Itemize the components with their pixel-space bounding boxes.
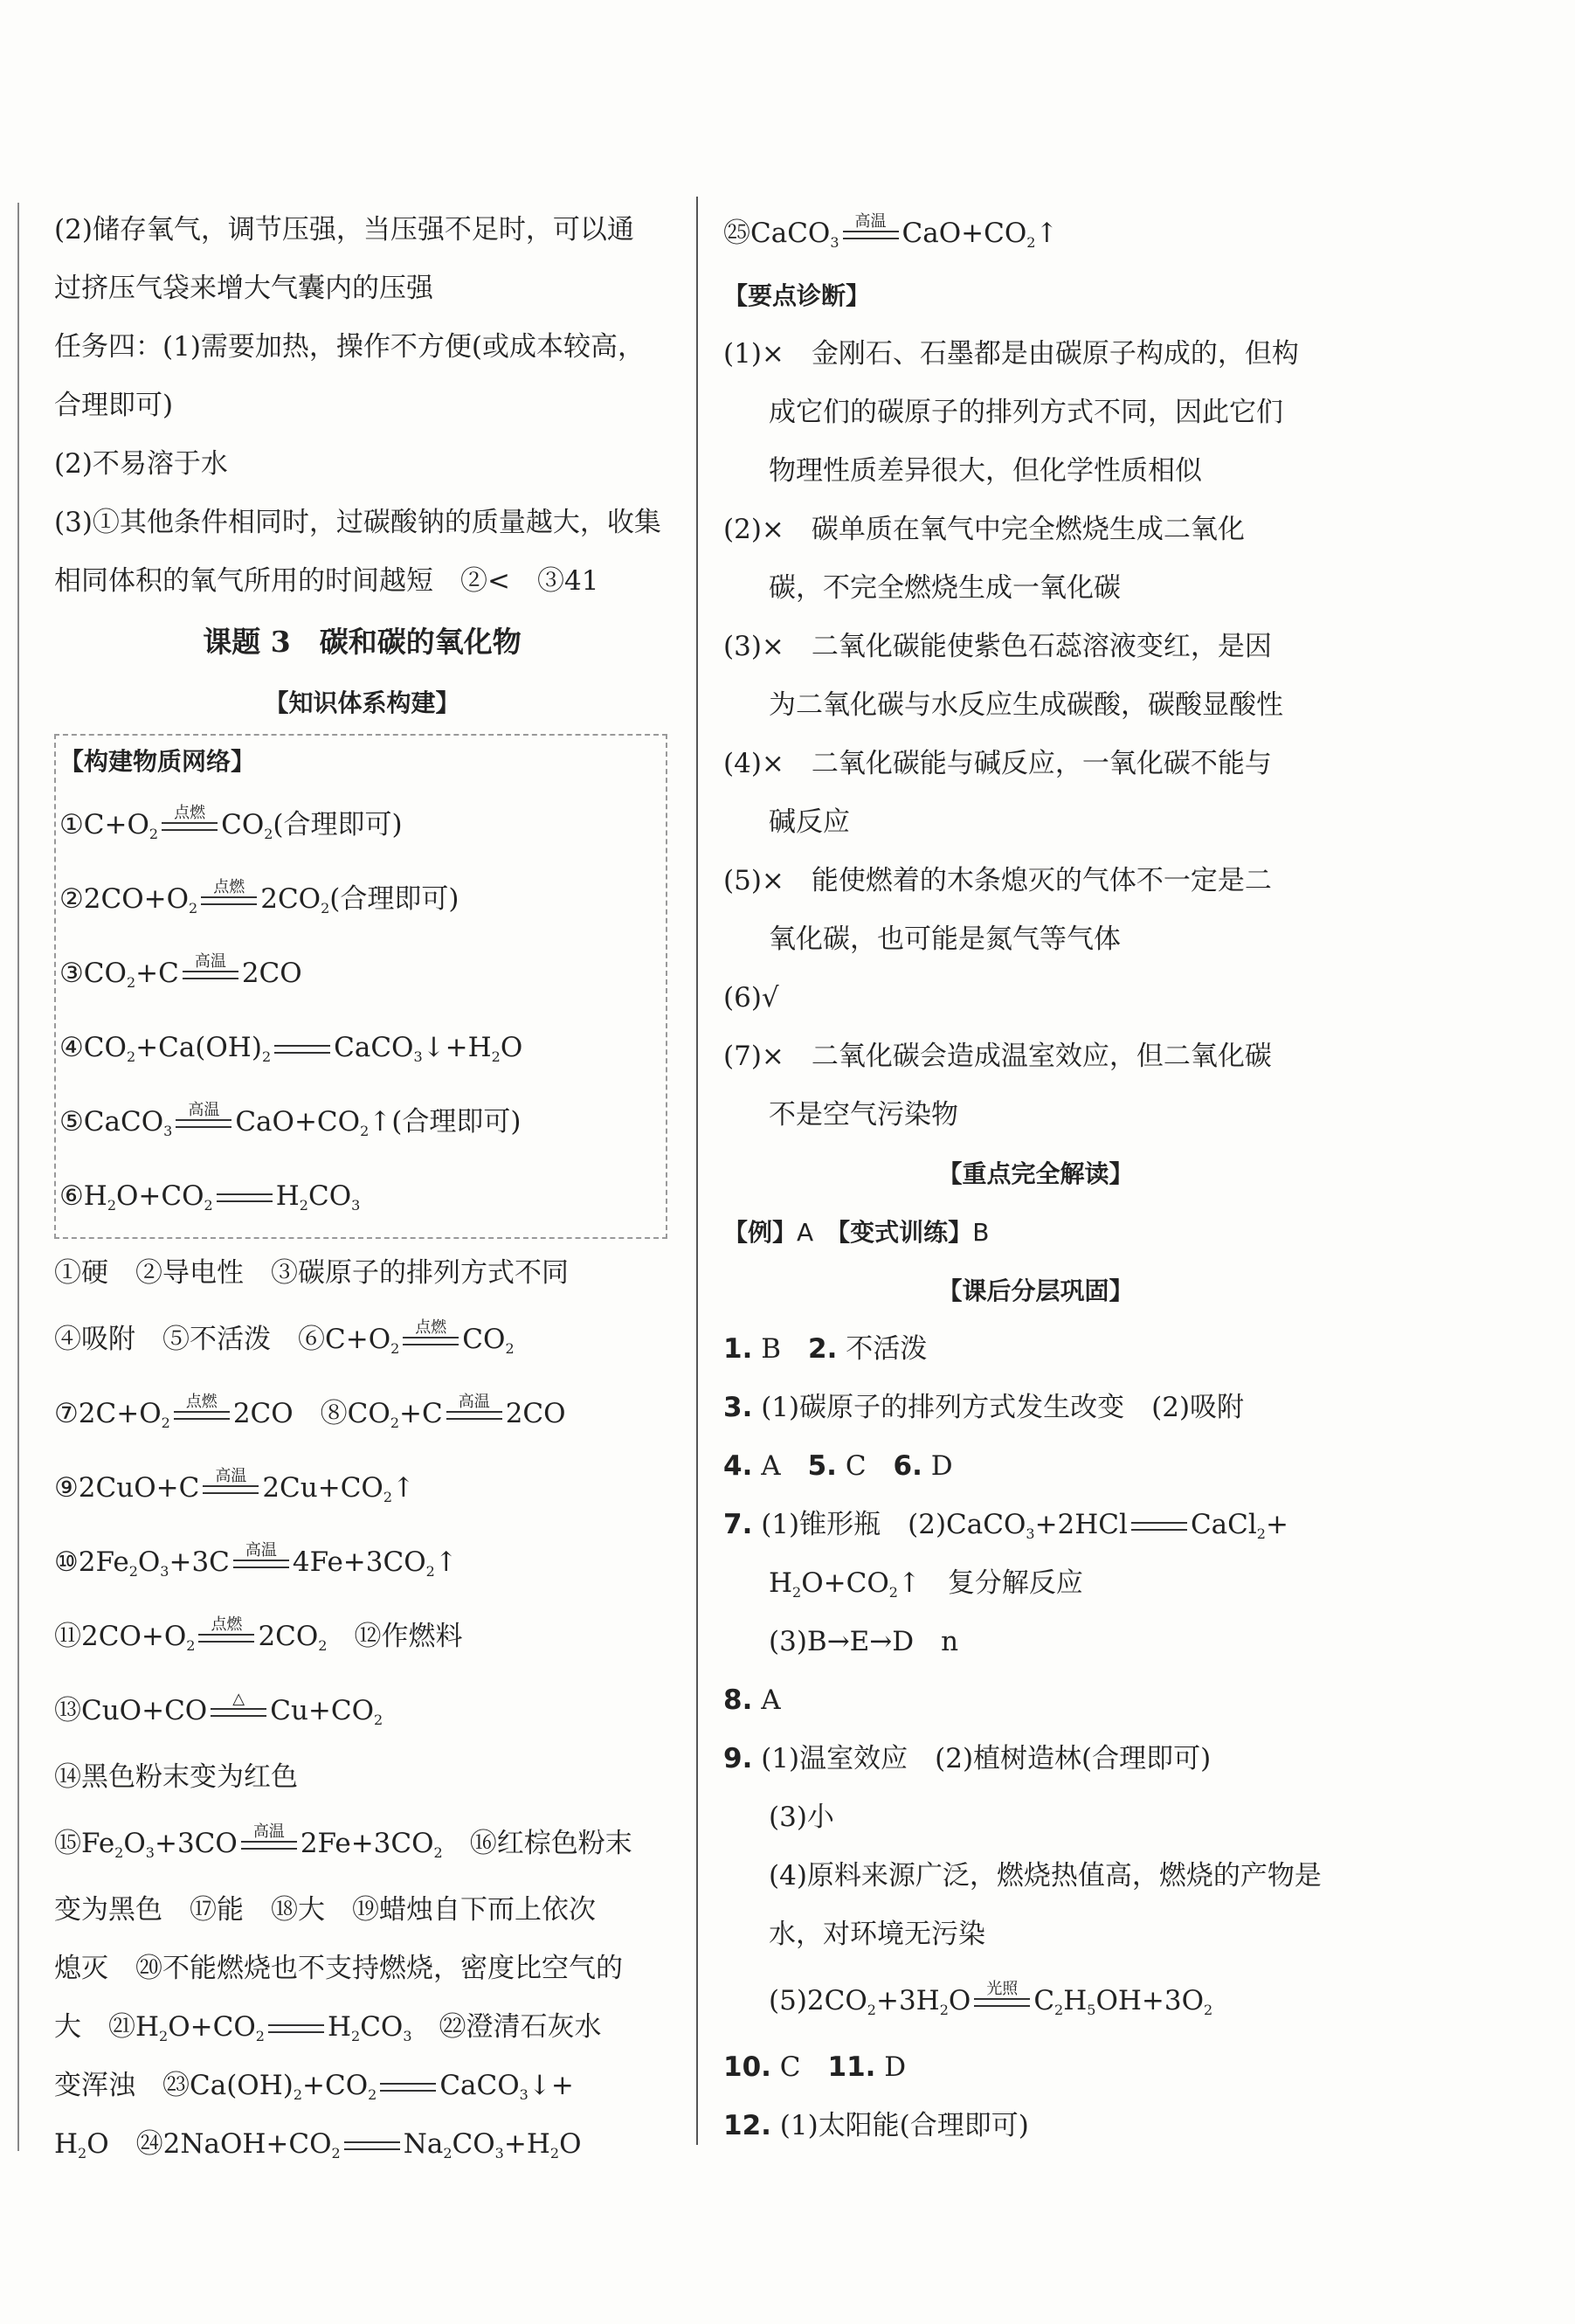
equation-1: $①C+O_2$ 点燃 $CO_2$(合理即可)	[59, 788, 662, 862]
answer-line: $⑪2CO+O_2$ 点燃 $2CO_2$ ⑫作燃料	[54, 1615, 463, 1654]
answer-line: 变为黑色 ⑰能 ⑱大 ⑲蜡烛自下而上依次	[54, 1894, 596, 1926]
intro-line: 合理即可)	[54, 390, 174, 421]
diagnosis-6: (6)√	[723, 982, 779, 1013]
intro-line: (3)①其他条件相同时，过碳酸钠的质量越大，收集	[54, 507, 661, 538]
equation-3: $③CO_2+C$ 高温 2CO	[59, 937, 662, 1011]
answer-line: 1. B 2. 不活泼	[723, 1333, 928, 1365]
answer-line: 4. A 5. C 6. D	[723, 1450, 953, 1482]
answer-line: ④吸附 ⑤不活泼 $⑥C+O_2$ 点燃 $CO_2$	[54, 1318, 515, 1357]
diagnosis-7: (7)× 二氧化碳会造成温室效应，但二氧化碳 不是空气污染物	[723, 1041, 1272, 1131]
answer-line: 8. A	[723, 1684, 781, 1716]
answer-line: ⑨2CuO+C 高温 $2Cu+CO_2↑$	[54, 1466, 416, 1505]
answer-line: $H_2O+CO_2↑$ 复分解反应	[769, 1567, 1083, 1601]
box-title: 【构建物质网络】	[59, 747, 256, 776]
answer-line: ⑬CuO+CO △ $Cu+CO_2$	[54, 1689, 383, 1728]
answer-line: ①硬 ②导电性 ③碳原子的排列方式不同	[54, 1257, 569, 1289]
answer-line: 3. (1)碳原子的排列方式发生改变 (2)吸附	[723, 1392, 1245, 1423]
equation-2: $②2CO+O_2$ 点燃 $2CO_2$(合理即可)	[59, 862, 662, 937]
right-column	[723, 201, 1348, 2155]
answer-line: 7. (1)锥形瓶 (2)CaCO$_3$+2HCl CaCl$_2$+	[723, 1509, 1288, 1542]
section-heading: 【知识体系构建】	[264, 688, 460, 717]
left-margin-rule	[17, 203, 19, 2151]
intro-line: (2)不易溶于水	[54, 448, 228, 480]
network-box	[54, 734, 667, 1239]
intro-line: 任务四：(1)需要加热，操作不方便(或成本较高，	[54, 331, 646, 363]
intro-line: (2)储存氧气，调节压强，当压强不足时，可以通	[54, 214, 634, 246]
answer-line: (4)原料来源广泛，燃烧热值高，燃烧的产物是	[769, 1860, 1322, 1892]
section-heading: 【课后分层巩固】	[937, 1276, 1134, 1305]
answer-line: 9. (1)温室效应 (2)植树造林(合理即可)	[723, 1743, 1212, 1774]
arrow	[217, 1176, 273, 1220]
equation-25: ㉕CaCO$_3$ 高温 $CaO+CO_2↑$	[723, 211, 1059, 251]
answer-line: 大 $㉑H_2O+CO_2$ $H_2CO_3$ ㉒澄清石灰水	[54, 2011, 602, 2044]
answer-line: $⑮Fe_2O_3+3CO$ 高温 $2Fe+3CO_2$ ⑯红棕色粉末	[54, 1822, 632, 1861]
answer-line: 熄灭 ⑳不能燃烧也不支持燃烧，密度比空气的	[54, 1953, 623, 1984]
example-answer: 【例】A 【变式训练】B	[723, 1218, 990, 1247]
diagnosis-1: (1)× 金刚石、石墨都是由碳原子构成的，但构 成它们的碳原子的排列方式不同，因此它们 物理性质差异很大，但化学性质相似	[723, 338, 1299, 487]
diagnosis-3: (3)× 二氧化碳能使紫色石蕊溶液变红，是因 为二氧化碳与水反应生成碳酸，碳酸显酸性	[723, 631, 1283, 721]
answer-line: 10. C 11. D	[723, 2051, 907, 2083]
diagnosis-4: (4)× 二氧化碳能与碱反应，一氧化碳不能与 碱反应	[723, 748, 1272, 838]
answer-line: 变浑浊 $㉓Ca(OH)_2+CO_2$ CaCO$_3$↓+	[54, 2070, 574, 2103]
answer-line: ⑭黑色粉末变为红色	[54, 1761, 298, 1793]
section-heading: 【要点诊断】	[723, 281, 871, 310]
section-heading: 【重点完全解读】	[937, 1159, 1134, 1188]
arrow	[274, 1027, 330, 1071]
answer-line: $⑩2Fe_2O_3+3C$ 高温 $4Fe+3CO_2↑$	[54, 1540, 458, 1580]
answer-line: $⑦2C+O_2$ 点燃 2CO $⑧CO_2+C$ 高温 2CO	[54, 1392, 566, 1431]
equation-6: $⑥H_2O+CO_2$ $H_2CO_3$	[59, 1159, 662, 1234]
arrow: 高温	[183, 953, 238, 997]
intro-line: 过挤压气袋来增大气囊内的压强	[54, 273, 433, 304]
arrow: 点燃	[201, 879, 257, 923]
intro-line: 相同体积的氧气所用的时间越短 ②< ③41	[54, 565, 599, 597]
equation-4: $④CO_2+Ca(OH)_2$ $CaCO_3↓+H_2O$	[59, 1011, 662, 1085]
answer-line: (3)B→E→D n	[769, 1626, 959, 1657]
diagnosis-2: (2)× 碳单质在氧气中完全燃烧生成二氧化 碳，不完全燃烧生成一氧化碳	[723, 514, 1245, 604]
answer-line: 水，对环境无污染	[769, 1919, 985, 1950]
answer-line: 12. (1)太阳能(合理即可)	[723, 2110, 1029, 2141]
lesson-title: 课题 3 碳和碳的氧化物	[203, 625, 522, 659]
answer-line: $H_2O$ $㉔2NaOH+CO_2$ $Na_2CO_3+H_2O$	[54, 2128, 582, 2161]
left-column	[54, 201, 670, 2174]
column-divider	[696, 197, 698, 2145]
equation-5: ⑤CaCO$_3$ 高温 $CaO+CO_2↑$(合理即可)	[59, 1085, 662, 1159]
answer-line: $(5)2CO_2+3H_2O$ 光照 $C_2H_5OH+3O_2$	[769, 1979, 1213, 2018]
answer-line: (3)小	[769, 1802, 834, 1833]
diagnosis-5: (5)× 能使燃着的木条熄灭的气体不一定是二 氧化碳，也可能是氮气等气体	[723, 865, 1272, 955]
arrow: 高温	[176, 1102, 231, 1145]
arrow: 点燃	[162, 805, 218, 848]
